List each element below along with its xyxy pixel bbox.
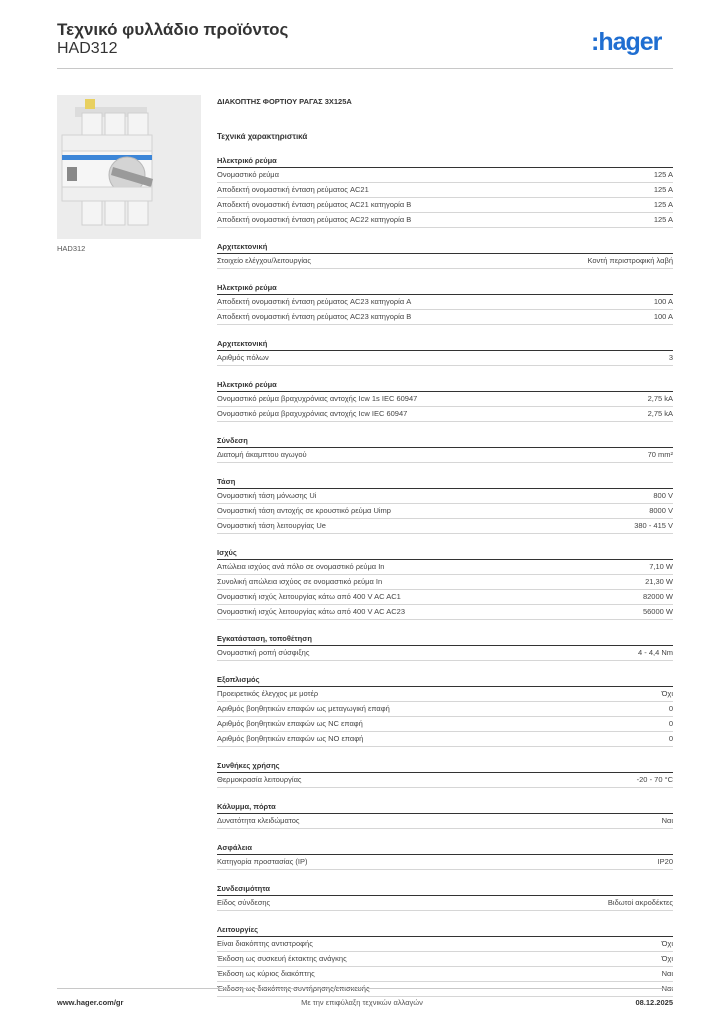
footer-date: 08.12.2025 [635, 998, 673, 1007]
spec-row [217, 896, 673, 911]
svg-text::hager: :hager [591, 28, 662, 56]
spec-value: 56000 W [642, 607, 673, 616]
spec-section [217, 843, 673, 870]
spec-section [217, 283, 673, 325]
document-title: Τεχνικό φυλλάδιο προϊόντος [57, 20, 289, 39]
spec-label: Αποδεκτή ονομαστική ένταση ρεύματος AC21 κατηγορία B [217, 200, 412, 209]
spec-section [217, 380, 673, 422]
spec-label [217, 982, 370, 996]
header-divider [57, 68, 673, 69]
spec-value: Όχι [661, 939, 673, 948]
section-title: Ηλεκτρικό ρεύμα [217, 283, 673, 295]
section-title: Ηλεκτρικό ρεύμα [217, 380, 673, 392]
spec-value: 125 A [653, 170, 673, 179]
section-title: Συνθήκες χρήσης [217, 761, 673, 773]
footer-divider [57, 988, 673, 989]
footer-website[interactable]: www.hager.com/gr [57, 998, 124, 1007]
spec-section [217, 339, 673, 366]
spec-row [217, 687, 673, 702]
spec-row [217, 198, 673, 213]
spec-row [217, 213, 673, 228]
section-title: Ισχύς [217, 548, 673, 560]
spec-value: 100 A [653, 297, 673, 306]
spec-value: 125 A [653, 185, 673, 194]
spec-value: 100 A [653, 312, 673, 321]
spec-value: Ναι [661, 969, 673, 978]
spec-value: 380 - 415 V [634, 521, 673, 530]
spec-label: Ονομαστική τάση αντοχής σε κρουστικό ρεύμα Uimp [217, 506, 391, 515]
spec-section [217, 675, 673, 747]
spec-row [217, 605, 673, 620]
spec-row [217, 504, 673, 519]
spec-label: Ονομαστικό ρεύμα βραχυχρόνιας αντοχής Icw 1s IEC 60947 [217, 394, 418, 403]
product-name: ΔΙΑΚΟΠΤΗΣ ΦΟΡΤΙΟΥ ΡΑΓΑΣ 3X125A [217, 97, 352, 106]
spec-row [217, 982, 673, 997]
spec-label: Αποδεκτή ονομαστική ένταση ρεύματος AC21 [217, 185, 369, 194]
spec-row [217, 967, 673, 982]
spec-row [217, 590, 673, 605]
section-title: Τάση [217, 477, 673, 489]
spec-label: Αριθμός βοηθητικών επαφών ως μεταγωγική επαφή [217, 704, 390, 713]
spec-section [217, 634, 673, 661]
spec-label: Αποδεκτή ονομαστική ένταση ρεύματος AC23 κατηγορία B [217, 312, 412, 321]
spec-label: Δυνατότητα κλειδώματος [217, 816, 300, 825]
spec-section [217, 477, 673, 534]
spec-label: Συνολική απώλεια ισχύος σε ονομαστικό ρεύμα In [217, 577, 383, 586]
spec-section [217, 925, 673, 997]
spec-label: Είδος σύνδεσης [217, 898, 271, 907]
spec-row [217, 519, 673, 534]
spec-label: Απώλεια ισχύος ανά πόλο σε ονομαστικό ρεύμα In [217, 562, 385, 571]
spec-value [662, 982, 673, 996]
spec-value: 0 [668, 704, 673, 713]
spec-section [217, 242, 673, 269]
spec-value: -20 - 70 °C [636, 775, 673, 784]
spec-row [217, 407, 673, 422]
spec-label: Προειρετικός έλεγχος με μοτέρ [217, 689, 319, 698]
spec-value: 82000 W [642, 592, 673, 601]
spec-row [217, 168, 673, 183]
spec-label: Αριθμός βοηθητικών επαφών ως NO επαφή [217, 734, 364, 743]
product-image [57, 95, 201, 239]
spec-value: 3 [668, 353, 673, 362]
section-title: Εγκατάσταση, τοποθέτηση [217, 634, 673, 646]
spec-row [217, 855, 673, 870]
spec-label: Στοιχείο ελέγχου/λειτουργίας [217, 256, 311, 265]
spec-value: Όχι [661, 954, 673, 963]
footer-notice: Με την επιφύλαξη τεχνικών αλλαγών [301, 998, 423, 1007]
section-title: Σύνδεση [217, 436, 673, 448]
spec-row [217, 646, 673, 661]
spec-sections [217, 156, 673, 997]
spec-section [217, 436, 673, 463]
spec-value: 2,75 kA [647, 409, 673, 418]
spec-row [217, 310, 673, 325]
spec-label: Αριθμός βοηθητικών επαφών ως NC επαφή [217, 719, 363, 728]
page-header [57, 20, 673, 70]
spec-row [217, 295, 673, 310]
spec-row [217, 575, 673, 590]
spec-value: 21,30 W [645, 577, 673, 586]
spec-value: 70 mm² [647, 450, 673, 459]
section-title: Εξοπλισμός [217, 675, 673, 687]
spec-label: Είναι διακόπτης αντιστροφής [217, 939, 313, 948]
spec-row [217, 351, 673, 366]
spec-value: Κοντή περιστροφική λαβή [587, 256, 673, 265]
hager-logo [591, 27, 673, 57]
spec-label: Ονομαστική ροπή σύσφιξης [217, 648, 310, 657]
spec-value: Ναι [661, 816, 673, 825]
spec-label: Αριθμός πόλων [217, 353, 269, 362]
spec-section [217, 761, 673, 788]
spec-row [217, 732, 673, 747]
section-title: Λειτουργίες [217, 925, 673, 937]
spec-value: 7,10 W [649, 562, 673, 571]
spec-row [217, 489, 673, 504]
spec-row [217, 183, 673, 198]
spec-row [217, 717, 673, 732]
spec-value: 8000 V [649, 506, 673, 515]
technical-heading: Τεχνικά χαρακτηριστικά [217, 132, 308, 141]
section-title: Αρχιτεκτονική [217, 339, 673, 351]
spec-row [217, 814, 673, 829]
section-title: Αρχιτεκτονική [217, 242, 673, 254]
spec-label: Ονομαστική ισχύς λειτουργίας κάτω από 400 V AC AC23 [217, 607, 405, 616]
spec-label: Ονομαστικό ρεύμα βραχυχρόνιας αντοχής Icw IEC 60947 [217, 409, 408, 418]
spec-label: Κατηγορία προστασίας (IP) [217, 857, 308, 866]
spec-value: 2,75 kA [647, 394, 673, 403]
spec-value: 800 V [653, 491, 673, 500]
spec-label: Αποδεκτή ονομαστική ένταση ρεύματος AC22 κατηγορία B [217, 215, 412, 224]
section-title: Κάλυμμα, πόρτα [217, 802, 673, 814]
spec-value: 0 [668, 734, 673, 743]
spec-row [217, 392, 673, 407]
spec-section [217, 884, 673, 911]
spec-section [217, 156, 673, 228]
spec-label: Αποδεκτή ονομαστική ένταση ρεύματος AC23 κατηγορία A [217, 297, 412, 306]
spec-section [217, 548, 673, 620]
spec-row [217, 773, 673, 788]
spec-label: Διατομή άκαμπτου αγωγού [217, 450, 307, 459]
spec-value: 0 [668, 719, 673, 728]
spec-value: 125 A [653, 200, 673, 209]
spec-value: 4 - 4,4 Nm [637, 648, 673, 657]
spec-section [217, 802, 673, 829]
spec-row [217, 937, 673, 952]
spec-label: Θερμοκρασία λειτουργίας [217, 775, 302, 784]
spec-label: Ονομαστική τάση λειτουργίας Ue [217, 521, 326, 530]
spec-label: Ονομαστική ισχύς λειτουργίας κάτω από 400 V AC AC1 [217, 592, 401, 601]
spec-value: Όχι [661, 689, 673, 698]
image-caption: HAD312 [57, 244, 86, 253]
section-title: Ηλεκτρικό ρεύμα [217, 156, 673, 168]
spec-label: Έκδοση ως κύριος διακόπτης [217, 969, 315, 978]
spec-row [217, 254, 673, 269]
spec-row [217, 448, 673, 463]
section-title: Ασφάλεια [217, 843, 673, 855]
spec-value: Βιδωτοί ακροδέκτες [607, 898, 673, 907]
section-title: Συνδεσιμότητα [217, 884, 673, 896]
product-code: HAD312 [57, 40, 118, 57]
spec-row [217, 702, 673, 717]
spec-label: Ονομαστική τάση μόνωσης Ui [217, 491, 317, 500]
spec-row [217, 560, 673, 575]
spec-row [217, 952, 673, 967]
spec-value: IP20 [657, 857, 673, 866]
spec-label: Έκδοση ως συσκευή έκτακτης ανάγκης [217, 954, 347, 963]
spec-label: Ονομαστικό ρεύμα [217, 170, 279, 179]
spec-value: 125 A [653, 215, 673, 224]
spec-content [217, 97, 673, 997]
